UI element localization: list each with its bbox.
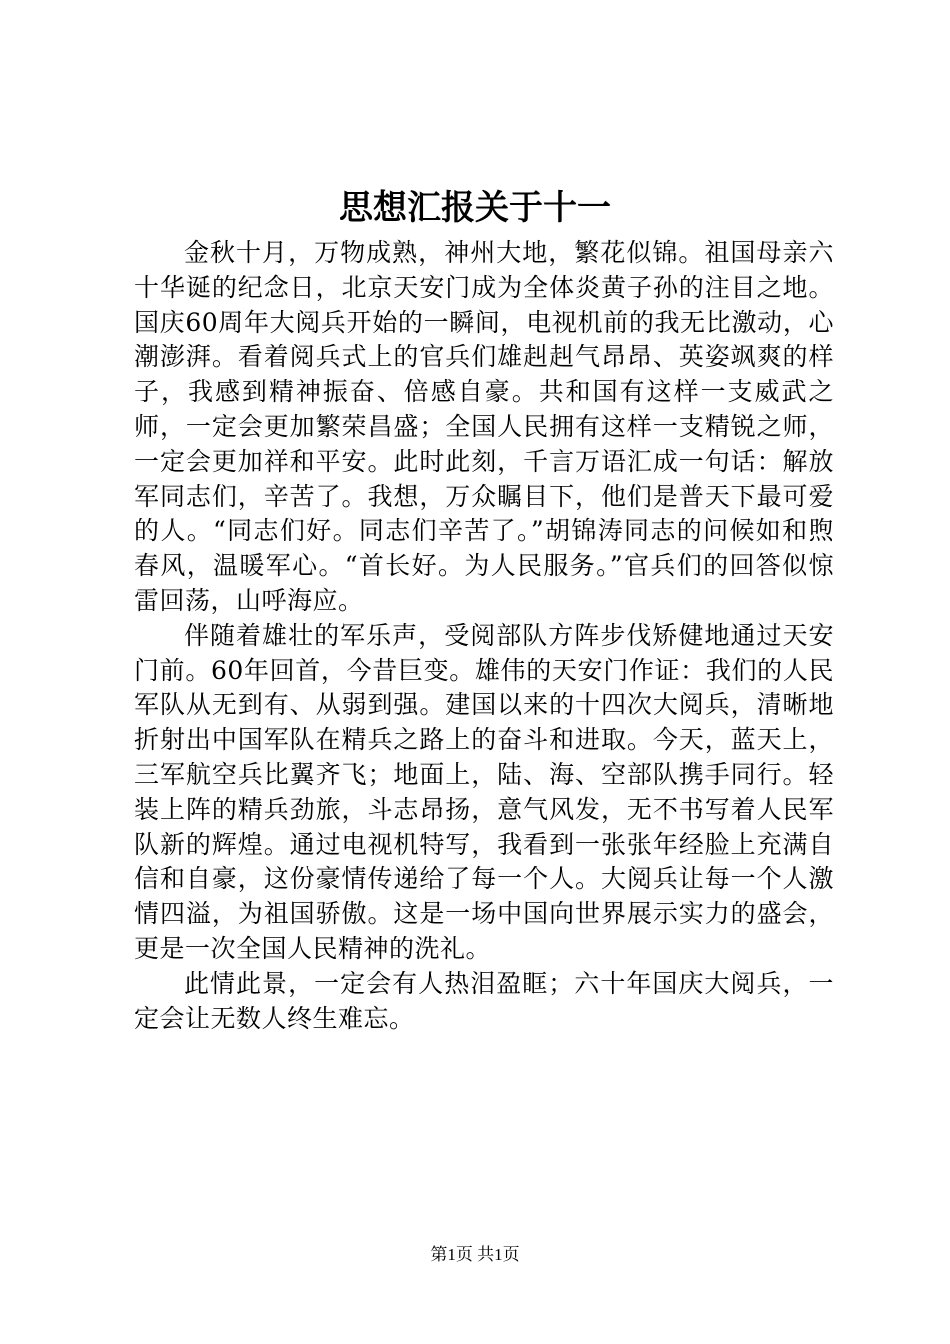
paragraph-1: 金秋十月，万物成熟，神州大地，繁花似锦。祖国母亲六十华诞的纪念日，北京天安门成为全体炎黄子孙的注目之地。国庆60周年大阅兵开始的一瞬间，电视机前的我无比激动，心潮澎湃。看着阅兵式上的官兵们雄赳赳气昂昂、英姿飒爽的样子，我感到精神振奋、倍感自豪。共和国有这样一支威武之师，一定会更加繁荣昌盛；全国人民拥有这样一支精锐之师，一定会更加祥和平安。此时此刻，千言万语汇成一句话：解放军同志们，辛苦了。我想，万众瞩目下，他们是普天下最可爱的人。“同志们好。同志们辛苦了。”胡锦涛同志的问候如和煦春风，温暖军心。“首长好。为人民服务。”官兵们的回答似惊雷回荡，山呼海应。 [134, 238, 834, 615]
paragraph-3: 此情此景，一定会有人热泪盈眶；六十年国庆大阅兵，一定会让无数人终生难忘。 [134, 968, 834, 1033]
paragraph-2: 伴随着雄壮的军乐声，受阅部队方阵步伐矫健地通过天安门前。60年回首，今昔巨变。雄伟的天安门作证：我们的人民军队从无到有、从弱到强。建国以来的十四次大阅兵，清晰地折射出中国军队在精兵之路上的奋斗和进取。今天，蓝天上，三军航空兵比翼齐飞；地面上，陆、海、空部队携手同行。轻装上阵的精兵劲旅，斗志昂扬，意气风发，无不书写着人民军队新的辉煌。通过电视机特写，我看到一张张年经脸上充满自信和自豪，这份豪情传递给了每一个人。大阅兵让每一个人激情四溢，为祖国骄傲。这是一场中国向世界展示实力的盛会，更是一次全国人民精神的洗礼。 [134, 620, 834, 963]
document-body [134, 236, 834, 1036]
document-title: 思想汇报关于十一 [339, 188, 611, 228]
page-indicator: 第1页 共1页 [430, 1245, 520, 1264]
page-footer [0, 1243, 950, 1267]
